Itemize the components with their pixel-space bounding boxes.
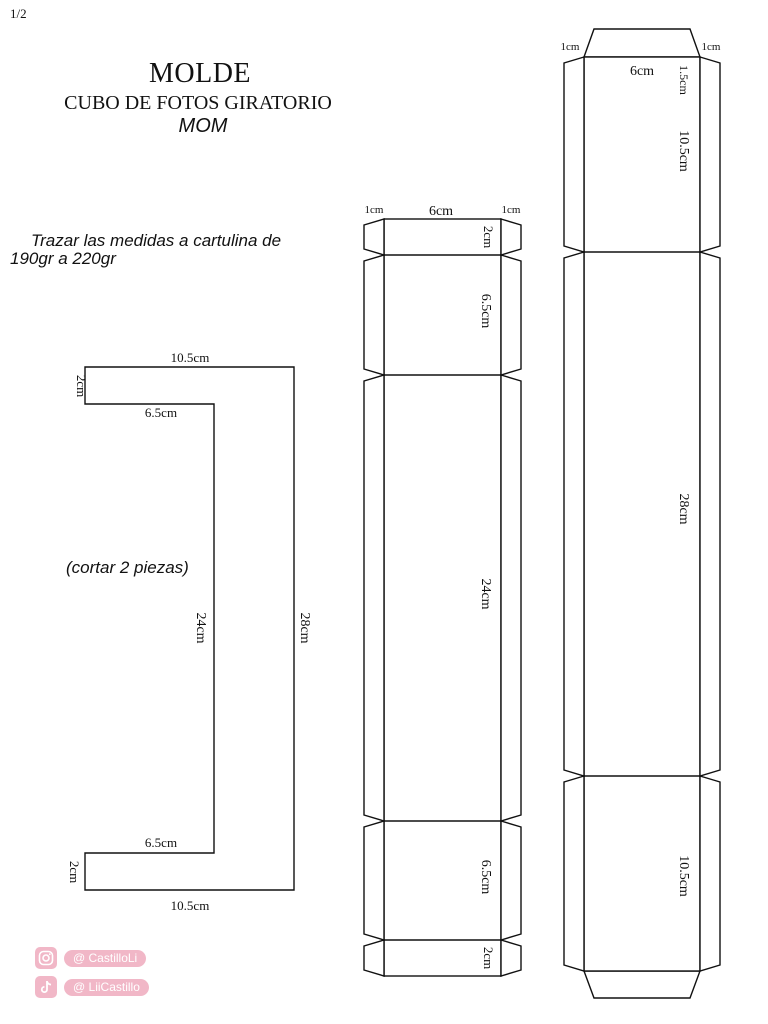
right-seg-2-label: 10.5cm — [676, 130, 691, 172]
c-outer-height-label: 28cm — [297, 612, 312, 644]
right-right-flap — [700, 776, 720, 971]
tiktok-icon — [35, 976, 57, 998]
c-inner-height-label: 24cm — [193, 612, 208, 644]
middle-left-flap — [364, 255, 384, 375]
right-flap-left-label: 1cm — [560, 41, 580, 53]
right-seg-3-label: 28cm — [676, 493, 691, 525]
middle-left-flap — [364, 821, 384, 940]
right-left-flap — [564, 252, 584, 776]
right-strip — [561, 29, 721, 998]
middle-seg-1-label: 2cm — [481, 225, 496, 249]
middle-seg-3-label: 24cm — [478, 578, 493, 610]
middle-seg-5-label: 2cm — [481, 946, 496, 970]
page-subtitle-mom: MOM — [178, 115, 228, 137]
middle-flap-right-label: 1cm — [501, 204, 521, 216]
middle-left-flap — [364, 375, 384, 821]
c-piece-outline — [85, 367, 294, 890]
c-top-width-label: 10.5cm — [170, 350, 210, 365]
middle-right-flap — [501, 219, 521, 255]
middle-width-label: 6cm — [428, 204, 454, 219]
tiktok-handle-label: @ LiiCastillo — [64, 979, 149, 996]
right-right-flap — [700, 252, 720, 776]
middle-left-flap — [364, 940, 384, 976]
page-title: MOLDE — [148, 58, 252, 89]
right-flap-right-label: 1cm — [701, 41, 721, 53]
right-right-flap — [700, 57, 720, 252]
right-seg-4-label: 10.5cm — [676, 855, 691, 897]
instagram-handle[interactable] — [35, 947, 146, 969]
middle-strip — [364, 204, 521, 976]
page-number: 1/2 — [10, 6, 27, 21]
instagram-icon — [35, 947, 57, 969]
c-shaped-piece — [67, 350, 312, 913]
right-top-tab — [584, 29, 700, 57]
c-bottom-height-label: 2cm — [67, 860, 82, 884]
instagram-handle-label: @ CastilloLi — [64, 950, 146, 967]
middle-right-flap — [501, 255, 521, 375]
middle-seg-2-label: 6.5cm — [478, 293, 493, 329]
right-left-flap — [564, 57, 584, 252]
instruction-line-1: Trazar las medidas a cartulina de — [31, 231, 282, 250]
middle-flap-left-label: 1cm — [364, 204, 384, 216]
middle-right-flap — [501, 375, 521, 821]
middle-seg-4-label: 6.5cm — [478, 859, 493, 895]
middle-right-flap — [501, 821, 521, 940]
right-seg-1-label: 1.5cm — [677, 65, 691, 95]
middle-right-flap — [501, 940, 521, 976]
page-subtitle: CUBO DE FOTOS GIRATORIO — [64, 92, 332, 114]
cut-note: (cortar 2 piezas) — [66, 558, 189, 577]
instruction-line-2: 190gr a 220gr — [10, 249, 116, 268]
right-bottom-tab — [584, 971, 700, 998]
c-inner-bottom-label: 6.5cm — [144, 835, 178, 850]
tiktok-handle[interactable] — [35, 976, 149, 998]
right-left-flap — [564, 776, 584, 971]
middle-left-flap — [364, 219, 384, 255]
c-inner-top-label: 6.5cm — [144, 405, 178, 420]
right-width-label: 6cm — [629, 64, 655, 79]
c-top-height-label: 2cm — [74, 374, 89, 398]
c-bottom-width-label: 10.5cm — [170, 898, 210, 913]
